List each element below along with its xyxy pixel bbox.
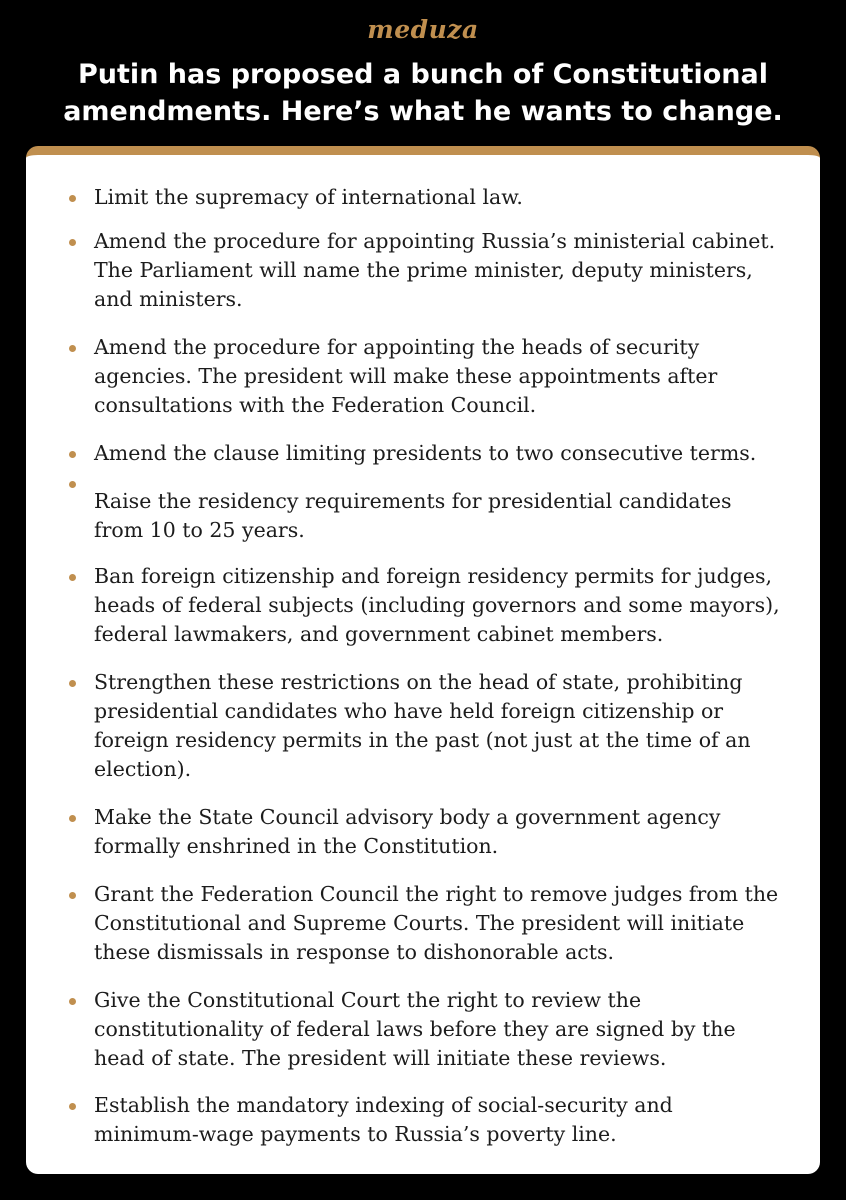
list-item-text: Strengthen these restrictions on the head of state, prohibiting presidential candidates who have held foreign citizenship or foreign residency permits in the past (not just at the time of an election). — [94, 670, 751, 781]
bullet-icon — [69, 1103, 76, 1110]
list-item — [94, 439, 784, 468]
bullet-icon — [69, 451, 76, 458]
bullet-icon — [69, 680, 76, 687]
list-item-text: Limit the supremacy of international law. — [94, 185, 523, 209]
list-item — [94, 880, 784, 967]
list-item-text: Ban foreign citizenship and foreign residency permits for judges, heads of federal subjects (including governors and some mayors), federal lawmakers, and government cabinet members. — [94, 564, 780, 646]
list-item-text: Amend the clause limiting presidents to two consecutive terms. — [94, 441, 757, 465]
list-item-text: Amend the procedure for appointing the heads of security agencies. The president will make these appointments after consultations with the Federation Council. — [94, 335, 718, 417]
bullet-icon — [69, 998, 76, 1005]
bullet-icon — [69, 815, 76, 822]
amendments-card — [26, 146, 820, 1174]
meduza-logo: meduza — [367, 15, 479, 44]
list-item — [94, 487, 784, 545]
bullet-icon — [69, 892, 76, 899]
list-item — [94, 183, 784, 212]
bullet-icon — [69, 574, 76, 581]
list-item-text: Amend the procedure for appointing Russia’s ministerial cabinet. The Parliament will name the prime minister, deputy ministers, and ministers. — [94, 229, 776, 311]
list-item-text: Grant the Federation Council the right to remove judges from the Constitutional and Supreme Courts. The president will initiate these dismissals in response to dishonorable acts. — [94, 882, 779, 964]
list-item — [94, 986, 784, 1073]
list-item-text: Make the State Council advisory body a government agency formally enshrined in the Constitution. — [94, 805, 721, 858]
header — [0, 0, 846, 150]
bullet-icon — [69, 195, 76, 202]
list-item — [94, 562, 784, 649]
list-item — [94, 1091, 784, 1149]
bullet-icon — [69, 345, 76, 352]
bullet-icon — [69, 239, 76, 246]
list-item-text: Raise the residency requirements for presidential candidates from 10 to 25 years. — [94, 489, 732, 542]
list-item-text: Establish the mandatory indexing of social-security and minimum-wage payments to Russia’s poverty line. — [94, 1093, 673, 1146]
list-item — [94, 668, 784, 784]
list-item — [94, 803, 784, 861]
bullet-icon — [69, 481, 76, 488]
list-item — [94, 333, 784, 420]
list-item — [94, 227, 784, 314]
headline: Putin has proposed a bunch of Constitutional amendments. Here’s what he wants to change. — [63, 59, 783, 127]
list-item-text: Give the Constitutional Court the right to review the constitutionality of federal laws before they are signed by the head of state. The president will initiate these reviews. — [94, 988, 736, 1070]
